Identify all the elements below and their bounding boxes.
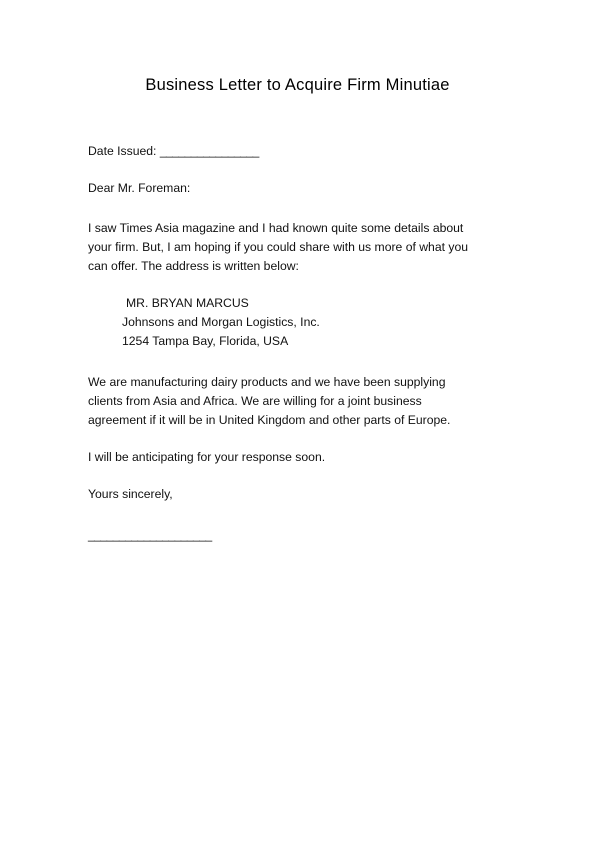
recipient-address — [122, 294, 562, 351]
letter-title: Business Letter to Acquire Firm Minutiae — [145, 76, 450, 94]
date-label: Date Issued: — [88, 144, 157, 158]
signature-line — [88, 526, 528, 545]
closing: Yours sincerely, — [88, 487, 173, 501]
signature-blank: ____________________ — [88, 528, 212, 542]
paragraph-line: We are manufacturing dairy products and we have been supplying — [88, 375, 446, 389]
date-issued — [88, 142, 528, 161]
paragraph-intro — [88, 219, 528, 276]
paragraph-anticipation: I will be anticipating for your response soon. — [88, 450, 326, 464]
paragraph-line: agreement if it will be in United Kingdom and other parts of Europe. — [88, 413, 451, 427]
date-blank-line: ________________ — [159, 144, 259, 158]
paragraph-line: clients from Asia and Africa. We are willing for a joint business — [88, 394, 422, 408]
salutation: Dear Mr. Foreman: — [88, 181, 191, 195]
address-company: Johnsons and Morgan Logistics, Inc. — [122, 315, 320, 329]
address-street: 1254 Tampa Bay, Florida, USA — [122, 334, 289, 348]
paragraph-line: can offer. The address is written below: — [88, 259, 299, 273]
paragraph-line: I saw Times Asia magazine and I had known quite some details about — [88, 221, 464, 235]
address-name: MR. BRYAN MARCUS — [126, 296, 249, 310]
paragraph-line: your firm. But, I am hoping if you could share with us more of what you — [88, 240, 469, 254]
paragraph-business — [88, 373, 528, 430]
